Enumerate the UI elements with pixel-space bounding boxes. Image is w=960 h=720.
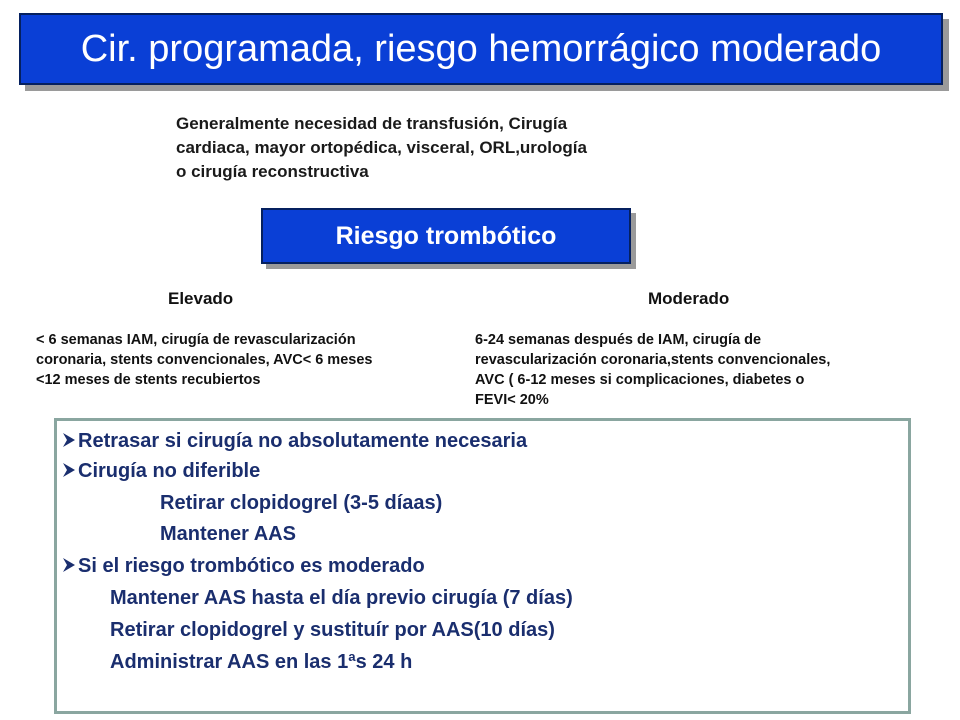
recommendation-subitem: Mantener AAS [160, 523, 296, 545]
moderado-line: 6-24 semanas después de IAM, cirugía de [475, 332, 762, 348]
moderado-line: revascularización coronaria,stents convencionales, [475, 352, 831, 368]
risk-header: Riesgo trombótico [335, 221, 557, 250]
recommendation-item: Retrasar si cirugía no absolutamente necesaria [62, 428, 527, 454]
recommendation-subitem: Retirar clopidogrel (3-5 díaas) [160, 492, 443, 514]
recommendation-subitem: Retirar clopidogrel y sustituír por AAS(10 días) [110, 619, 555, 641]
elevado-description [36, 330, 372, 390]
intro-line: Generalmente necesidad de transfusión, Cirugía [176, 114, 568, 133]
arrow-bullet-icon [62, 432, 76, 448]
elevado-line: <12 meses de stents recubiertos [36, 372, 261, 388]
intro-line: o cirugía reconstructiva [176, 162, 369, 181]
moderado-description [475, 330, 830, 410]
intro-text [176, 112, 776, 184]
intro-line: cardiaca, mayor ortopédica, visceral, ORL,urología [176, 138, 587, 157]
recommendation-item: Si el riesgo trombótico es moderado [62, 553, 425, 579]
moderado-line: FEVI< 20% [475, 392, 549, 408]
elevado-heading: Elevado [168, 289, 234, 308]
moderado-heading: Moderado [648, 289, 730, 308]
arrow-bullet-icon [62, 462, 76, 478]
arrow-bullet-icon [62, 557, 76, 573]
elevado-line: coronaria, stents convencionales, AVC< 6 meses [36, 352, 373, 368]
recommendation-item: Cirugía no diferible [62, 458, 260, 484]
risk-header-box [261, 208, 631, 264]
elevado-line: < 6 semanas IAM, cirugía de revascularización [36, 332, 356, 348]
moderado-line: AVC ( 6-12 meses si complicaciones, diabetes o [475, 372, 805, 388]
title-banner [19, 13, 943, 85]
page-title: Cir. programada, riesgo hemorrágico moderado [80, 27, 882, 70]
recommendation-subitem: Mantener AAS hasta el día previo cirugía (7 días) [110, 587, 573, 609]
recommendation-subitem: Administrar AAS en las 1ªs 24 h [110, 651, 413, 673]
